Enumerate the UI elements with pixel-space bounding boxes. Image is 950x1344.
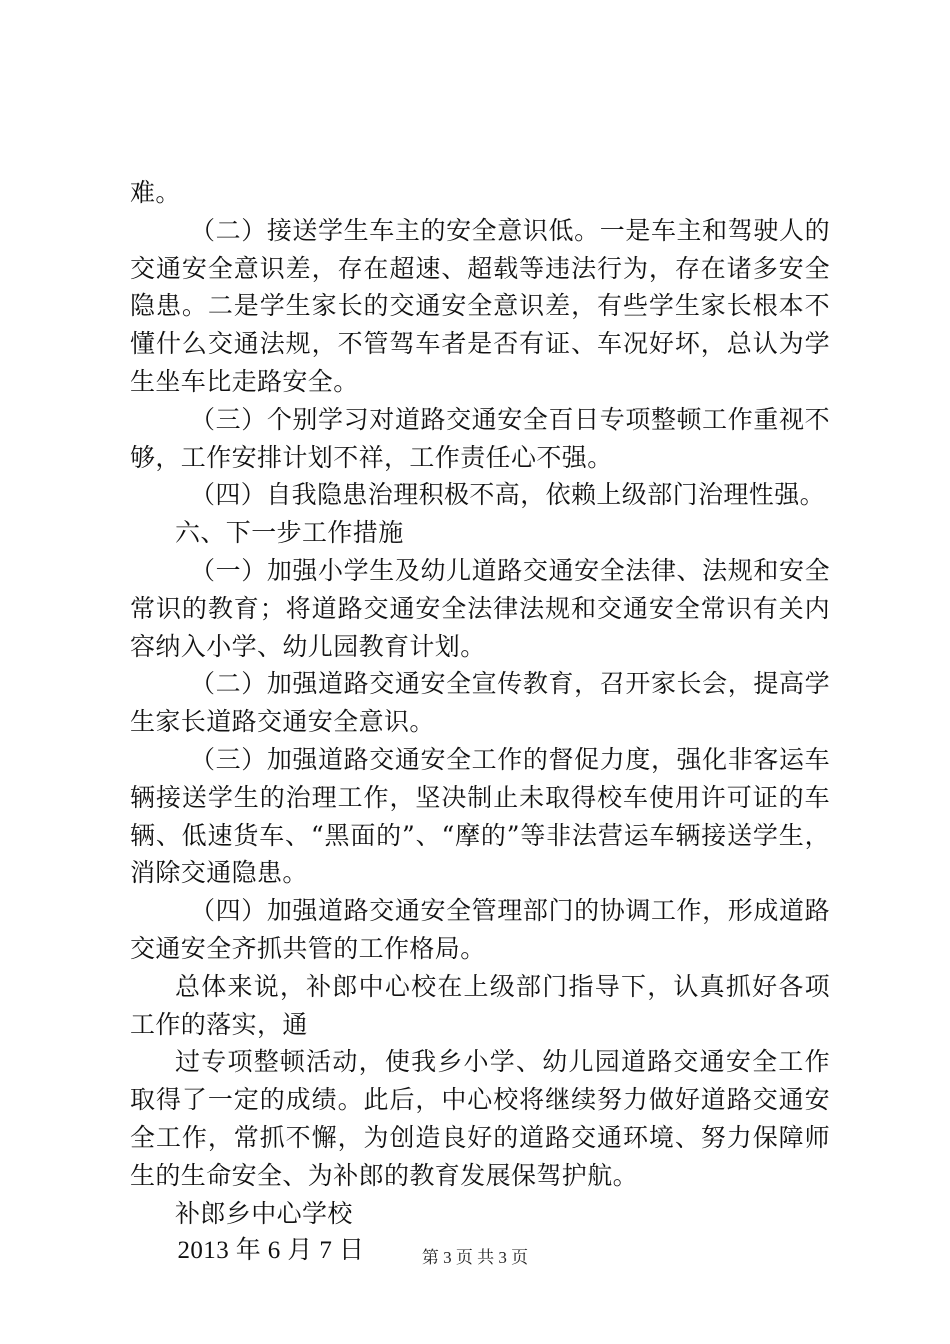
page-footer: 第 3 页 共 3 页 (421, 1248, 529, 1267)
paragraph-measure-2: （二）加强道路交通安全宣传教育，召开家长会，提高学生家长道路交通安全意识。 (130, 669, 830, 737)
section-heading-next-steps: 六、下一步工作措施 (175, 518, 404, 548)
paragraph-issue-2: （二）接送学生车主的安全意识低。一是车主和驾驶人的交通安全意识差，存在超速、超载等违法行为，存在诸多安全隐患。二是学生家长的交通安全意识差，有些学生家长根本不懂什么交通法规，不管驾车者是否有证、车况好坏，总认为学生坐车比走路安全。 (130, 215, 830, 396)
signature-date: 2013 年 6 月 7 日 (177, 1237, 365, 1265)
paragraph-issue-3: （三）个别学习对道路交通安全百日专项整顿工作重视不够，工作安排计划不祥，工作责任心不强。 (130, 404, 830, 472)
signature-organization: 补郎乡中心学校 (175, 1198, 353, 1228)
paragraph-measure-1: （一）加强小学生及幼儿道路交通安全法律、法规和安全常识的教育；将道路交通安全法律法规和交通安全常识有关内容纳入小学、幼儿园教育计划。 (130, 555, 830, 661)
paragraph-summary-part2: 过专项整顿活动，使我乡小学、幼儿园道路交通安全工作取得了一定的成绩。此后，中心校将继续努力做好道路交通安全工作，常抓不懈，为创造良好的道路交通环境、努力保障师生的生命安全、为补郎的教育发展保驾护航。 (130, 1047, 830, 1190)
paragraph-measure-3: （三）加强道路交通安全工作的督促力度，强化非客运车辆接送学生的治理工作，坚决制止未取得校车使用许可证的车辆、低速货车、“黑面的”、“摩的”等非法营运车辆接送学生，消除交通隐患。 (130, 744, 830, 888)
paragraph-continuation: 难。 (130, 178, 181, 207)
document-body (130, 174, 830, 1270)
paragraph-summary-part1: 总体来说，补郎中心校在上级部门指导下，认真抓好各项工作的落实，通 (130, 971, 830, 1039)
paragraph-measure-4: （四）加强道路交通安全管理部门的协调工作，形成道路交通安全齐抓共管的工作格局。 (130, 896, 830, 963)
paragraph-issue-4: （四）自我隐患治理积极不高，依赖上级部门治理性强。 (190, 480, 826, 510)
